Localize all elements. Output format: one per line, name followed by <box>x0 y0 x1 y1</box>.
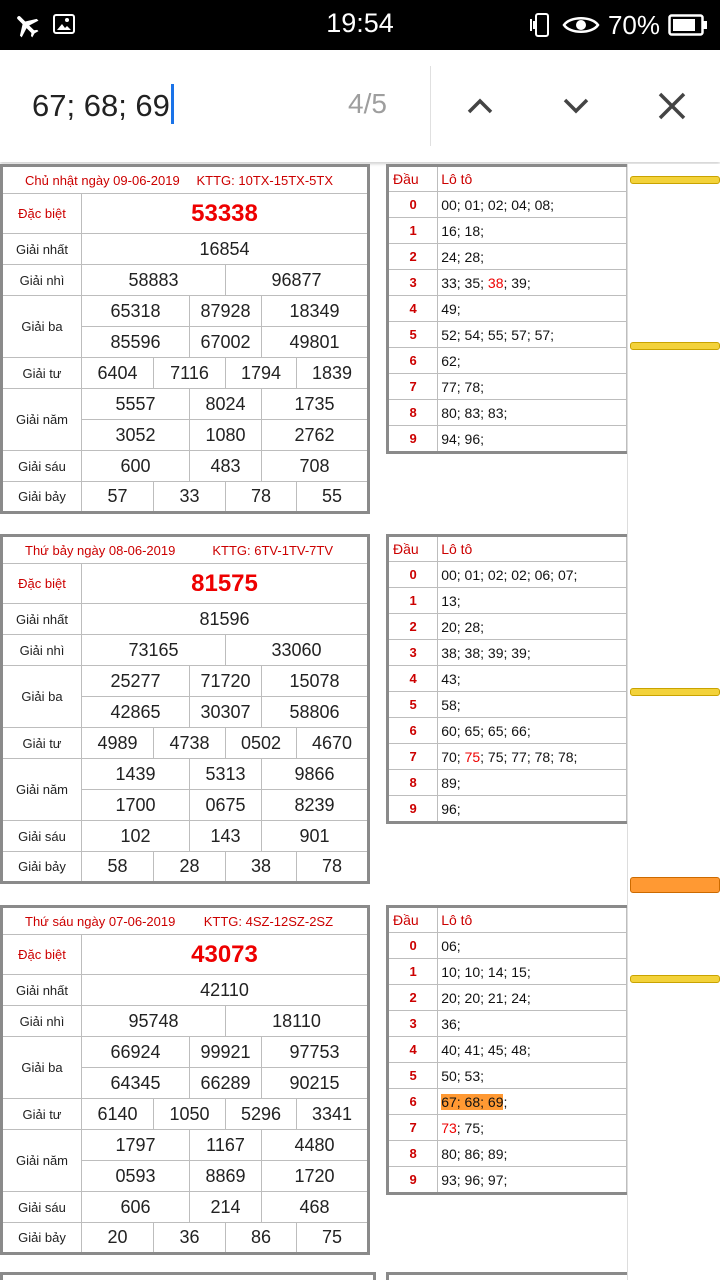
status-bar <box>0 0 720 50</box>
loto-numbers: 93; 96; 97; <box>441 1171 508 1188</box>
find-input[interactable] <box>32 84 174 124</box>
find-in-page-bar <box>0 50 720 162</box>
seventh-value: 57 <box>82 482 154 513</box>
loto-head-digit: 9 <box>388 1167 438 1194</box>
third-value: 87928 <box>190 296 262 327</box>
match-marker[interactable] <box>630 176 720 184</box>
loto-table <box>386 164 627 454</box>
search-highlight: 67; 68; 69 <box>441 1093 504 1110</box>
divider <box>430 66 431 146</box>
fifth-value: 4480 <box>262 1130 369 1161</box>
loto-values <box>438 640 627 666</box>
draw-date: Chủ nhật ngày 09-06-2019 <box>25 172 180 188</box>
draw-header <box>2 166 369 194</box>
loto-head-digit: 7 <box>388 1115 438 1141</box>
loto-numbers: 77; 78; <box>441 378 485 395</box>
seventh-value: 55 <box>297 482 369 513</box>
label-first: Giải nhất <box>2 234 82 265</box>
first-prize-value: 16854 <box>82 234 369 265</box>
fourth-value: 5296 <box>226 1099 297 1130</box>
loto-row <box>388 562 627 588</box>
loto-values <box>438 985 627 1011</box>
loto-numbers: 16; 18; <box>441 222 485 239</box>
loto-row <box>388 374 627 400</box>
loto-head-dau: Đầu <box>388 166 438 192</box>
label-second: Giải nhì <box>2 1006 82 1037</box>
loto-head-digit: 3 <box>388 640 438 666</box>
seventh-value: 20 <box>82 1223 154 1254</box>
loto-values <box>438 1063 627 1089</box>
third-value: 66289 <box>190 1068 262 1099</box>
seventh-value: 75 <box>297 1223 369 1254</box>
fourth-value: 4670 <box>297 728 369 759</box>
loto-numbers: 36; <box>441 1015 461 1032</box>
loto-head-loto: Lô tô <box>438 907 627 933</box>
loto-head-digit: 3 <box>388 270 438 296</box>
loto-numbers: 70; <box>441 748 465 765</box>
loto-values <box>438 588 627 614</box>
loto-values <box>438 562 627 588</box>
loto-values <box>438 614 627 640</box>
fifth-value: 1080 <box>190 420 262 451</box>
loto-numbers: ; 39; <box>503 274 531 291</box>
sixth-value: 600 <box>82 451 190 482</box>
loto-numbers: 38; 38; 39; 39; <box>441 644 531 661</box>
third-value: 64345 <box>82 1068 190 1099</box>
label-sixth: Giải sáu <box>2 821 82 852</box>
fourth-value: 4738 <box>154 728 226 759</box>
match-count: 4/5 <box>348 88 387 119</box>
loto-head-digit: 4 <box>388 1037 438 1063</box>
fifth-value: 1167 <box>190 1130 262 1161</box>
loto-values <box>438 374 627 400</box>
loto-row <box>388 985 627 1011</box>
next-result-table-partial <box>0 1272 376 1280</box>
third-value: 15078 <box>262 666 369 697</box>
label-special: Đặc biệt <box>2 935 82 975</box>
fourth-value: 1794 <box>226 358 297 389</box>
label-sixth: Giải sáu <box>2 451 82 482</box>
loto-head-digit: 6 <box>388 1089 438 1115</box>
special-prize-value: 81575 <box>82 564 369 604</box>
loto-values <box>438 192 627 218</box>
loto-head-digit: 5 <box>388 1063 438 1089</box>
loto-row <box>388 1115 627 1141</box>
label-fourth: Giải tư <box>2 1099 82 1130</box>
loto-numbers: 20; 20; 21; 24; <box>441 989 531 1006</box>
loto-head-digit: 3 <box>388 1011 438 1037</box>
loto-values <box>438 796 627 823</box>
loto-values <box>438 933 627 959</box>
third-value: 85596 <box>82 327 190 358</box>
loto-head-digit: 8 <box>388 770 438 796</box>
label-seventh: Giải bảy <box>2 852 82 883</box>
sixth-value: 468 <box>262 1192 369 1223</box>
loto-numbers: 73 <box>441 1119 457 1136</box>
fifth-value: 5313 <box>190 759 262 790</box>
third-value: 90215 <box>262 1068 369 1099</box>
third-value: 42865 <box>82 697 190 728</box>
loto-numbers: ; 75; <box>456 1119 485 1136</box>
loto-row <box>388 400 627 426</box>
loto-head-digit: 5 <box>388 322 438 348</box>
loto-values <box>438 666 627 692</box>
loto-row <box>388 744 627 770</box>
special-prize-value: 43073 <box>82 935 369 975</box>
third-value: 18349 <box>262 296 369 327</box>
third-value: 65318 <box>82 296 190 327</box>
loto-head-digit: 0 <box>388 192 438 218</box>
loto-head-digit: 2 <box>388 244 438 270</box>
label-first: Giải nhất <box>2 975 82 1006</box>
loto-numbers: 80; 83; 83; <box>441 404 508 421</box>
label-fifth: Giải năm <box>2 389 82 451</box>
label-special: Đặc biệt <box>2 564 82 604</box>
fifth-value: 8869 <box>190 1161 262 1192</box>
label-sixth: Giải sáu <box>2 1192 82 1223</box>
third-value: 25277 <box>82 666 190 697</box>
seventh-value: 28 <box>154 852 226 883</box>
loto-values <box>438 1141 627 1167</box>
loto-row <box>388 426 627 453</box>
fourth-value: 7116 <box>154 358 226 389</box>
fifth-value: 8024 <box>190 389 262 420</box>
loto-head-digit: 6 <box>388 718 438 744</box>
seventh-value: 36 <box>154 1223 226 1254</box>
sixth-value: 901 <box>262 821 369 852</box>
loto-values <box>438 348 627 374</box>
text-caret <box>171 84 174 124</box>
sixth-value: 483 <box>190 451 262 482</box>
label-special: Đặc biệt <box>2 194 82 234</box>
find-scrollbar-track[interactable] <box>627 164 720 1280</box>
third-value: 66924 <box>82 1037 190 1068</box>
close-icon <box>657 91 687 121</box>
label-fourth: Giải tư <box>2 728 82 759</box>
fourth-value: 3341 <box>297 1099 369 1130</box>
loto-head-digit: 1 <box>388 959 438 985</box>
loto-head-digit: 9 <box>388 426 438 453</box>
fourth-value: 6140 <box>82 1099 154 1130</box>
draw-date: Thứ bảy ngày 08-06-2019 <box>25 542 176 558</box>
fifth-value: 1439 <box>82 759 190 790</box>
loto-head-digit: 6 <box>388 348 438 374</box>
third-value: 71720 <box>190 666 262 697</box>
loto-row <box>388 322 627 348</box>
loto-values <box>438 718 627 744</box>
second-value: 73165 <box>82 635 226 666</box>
loto-row <box>388 718 627 744</box>
loto-values <box>438 692 627 718</box>
current-match-marker[interactable] <box>630 877 720 893</box>
loto-row <box>388 296 627 322</box>
label-first: Giải nhất <box>2 604 82 635</box>
loto-values <box>438 1037 627 1063</box>
second-value: 96877 <box>226 265 369 296</box>
draw-kttg: KTTG: 4SZ-12SZ-2SZ <box>203 913 334 929</box>
second-value: 95748 <box>82 1006 226 1037</box>
loto-values <box>438 426 627 453</box>
loto-values <box>438 322 627 348</box>
loto-values <box>438 270 627 296</box>
third-value: 99921 <box>190 1037 262 1068</box>
loto-head-digit: 9 <box>388 796 438 823</box>
draw-header <box>2 907 369 935</box>
fourth-value: 1839 <box>297 358 369 389</box>
loto-numbers: 24; 28; <box>441 248 485 265</box>
loto-row <box>388 666 627 692</box>
loto-numbers: 50; 53; <box>441 1067 485 1084</box>
loto-numbers: 60; 65; 65; 66; <box>441 722 531 739</box>
loto-row <box>388 933 627 959</box>
special-prize-value: 53338 <box>82 194 369 234</box>
vibrate-icon <box>528 11 554 39</box>
fifth-value: 3052 <box>82 420 190 451</box>
loto-values <box>438 1167 627 1194</box>
loto-numbers: 33; 35; <box>441 274 488 291</box>
loto-row <box>388 218 627 244</box>
loto-row <box>388 270 627 296</box>
loto-numbers: 00; 01; 02; 04; 08; <box>441 196 555 213</box>
loto-head-loto: Lô tô <box>438 536 627 562</box>
loto-values <box>438 744 627 770</box>
match-marker[interactable] <box>630 975 720 983</box>
loto-row <box>388 244 627 270</box>
draw-kttg: KTTG: 10TX-15TX-5TX <box>196 172 334 188</box>
seventh-value: 38 <box>226 852 297 883</box>
loto-numbers: 00; 01; 02; 02; 06; 07; <box>441 566 578 583</box>
close-find-button[interactable] <box>644 78 700 134</box>
loto-table <box>386 905 627 1195</box>
sixth-value: 102 <box>82 821 190 852</box>
sixth-value: 708 <box>262 451 369 482</box>
loto-values <box>438 1011 627 1037</box>
loto-head-digit: 1 <box>388 218 438 244</box>
battery-percent: 70% <box>607 9 660 40</box>
fifth-value: 1735 <box>262 389 369 420</box>
second-value: 18110 <box>226 1006 369 1037</box>
label-fourth: Giải tư <box>2 358 82 389</box>
chevron-down-icon <box>561 96 591 116</box>
loto-numbers: 94; 96; <box>441 430 485 447</box>
loto-row <box>388 1063 627 1089</box>
third-value: 58806 <box>262 697 369 728</box>
loto-row <box>388 796 627 823</box>
seventh-value: 78 <box>226 482 297 513</box>
label-seventh: Giải bảy <box>2 482 82 513</box>
fifth-value: 1700 <box>82 790 190 821</box>
result-table <box>0 905 370 1255</box>
label-second: Giải nhì <box>2 265 82 296</box>
loto-head-digit: 8 <box>388 1141 438 1167</box>
page-content <box>0 164 627 1280</box>
match-marker[interactable] <box>630 342 720 350</box>
fifth-value: 1720 <box>262 1161 369 1192</box>
sixth-value: 606 <box>82 1192 190 1223</box>
loto-values <box>438 1115 627 1141</box>
fifth-value: 2762 <box>262 420 369 451</box>
loto-head-digit: 0 <box>388 933 438 959</box>
loto-head-digit: 8 <box>388 400 438 426</box>
loto-values <box>438 770 627 796</box>
third-value: 97753 <box>262 1037 369 1068</box>
battery-icon <box>668 13 708 37</box>
loto-row <box>388 1089 627 1115</box>
loto-row <box>388 640 627 666</box>
fifth-value: 9866 <box>262 759 369 790</box>
loto-head-dau: Đầu <box>388 536 438 562</box>
loto-numbers: 75 <box>464 748 481 765</box>
find-query-text: 67; 68; 69 <box>32 88 170 123</box>
fourth-value: 1050 <box>154 1099 226 1130</box>
loto-numbers: 52; 54; 55; 57; 57; <box>441 326 555 343</box>
loto-numbers: 49; <box>441 300 461 317</box>
loto-values <box>438 959 627 985</box>
sixth-value: 214 <box>190 1192 262 1223</box>
label-third: Giải ba <box>2 296 82 358</box>
chevron-up-icon <box>465 96 495 116</box>
loto-head-digit: 4 <box>388 296 438 322</box>
first-prize-value: 81596 <box>82 604 369 635</box>
loto-numbers: 96; <box>441 800 461 817</box>
fifth-value: 1797 <box>82 1130 190 1161</box>
fourth-value: 0502 <box>226 728 297 759</box>
eye-comfort-icon <box>562 13 600 37</box>
loto-row <box>388 348 627 374</box>
loto-numbers: ; <box>503 1093 508 1110</box>
draw-header <box>2 536 369 564</box>
result-table <box>0 534 370 884</box>
loto-numbers: 20; 28; <box>441 618 485 635</box>
loto-head-digit: 4 <box>388 666 438 692</box>
loto-table <box>386 534 627 824</box>
fifth-value: 0593 <box>82 1161 190 1192</box>
previous-match-button[interactable] <box>452 78 508 134</box>
loto-numbers: 58; <box>441 696 461 713</box>
result-table <box>0 164 370 514</box>
loto-values <box>438 296 627 322</box>
loto-row <box>388 614 627 640</box>
loto-numbers: 06; <box>441 937 461 954</box>
loto-head-digit: 0 <box>388 562 438 588</box>
loto-numbers: 80; 86; 89; <box>441 1145 508 1162</box>
label-third: Giải ba <box>2 666 82 728</box>
label-third: Giải ba <box>2 1037 82 1099</box>
seventh-value: 86 <box>226 1223 297 1254</box>
second-value: 33060 <box>226 635 369 666</box>
loto-head-digit: 2 <box>388 614 438 640</box>
loto-row <box>388 1167 627 1194</box>
seventh-value: 58 <box>82 852 154 883</box>
loto-numbers: 10; 10; 14; 15; <box>441 963 531 980</box>
match-marker[interactable] <box>630 688 720 696</box>
fourth-value: 4989 <box>82 728 154 759</box>
loto-head-digit: 2 <box>388 985 438 1011</box>
loto-values <box>438 1089 627 1115</box>
clock: 19:54 <box>326 8 394 38</box>
loto-numbers: 40; 41; 45; 48; <box>441 1041 531 1058</box>
loto-head-digit: 1 <box>388 588 438 614</box>
loto-head-digit: 5 <box>388 692 438 718</box>
label-fifth: Giải năm <box>2 1130 82 1192</box>
loto-numbers: 89; <box>441 774 461 791</box>
third-value: 49801 <box>262 327 369 358</box>
loto-row <box>388 959 627 985</box>
next-loto-table-partial <box>386 1272 627 1280</box>
next-match-button[interactable] <box>548 78 604 134</box>
label-seventh: Giải bảy <box>2 1223 82 1254</box>
loto-row <box>388 192 627 218</box>
loto-row <box>388 770 627 796</box>
loto-head-digit: 7 <box>388 744 438 770</box>
fourth-value: 6404 <box>82 358 154 389</box>
loto-numbers: 62; <box>441 352 461 369</box>
loto-values <box>438 400 627 426</box>
loto-values <box>438 244 627 270</box>
loto-row <box>388 1037 627 1063</box>
sixth-value: 143 <box>190 821 262 852</box>
loto-head-digit: 7 <box>388 374 438 400</box>
loto-numbers: 43; <box>441 670 461 687</box>
loto-numbers: 13; <box>441 592 461 609</box>
label-second: Giải nhì <box>2 635 82 666</box>
fifth-value: 0675 <box>190 790 262 821</box>
loto-row <box>388 1141 627 1167</box>
loto-numbers: ; 75; 77; 78; 78; <box>480 748 578 765</box>
third-value: 30307 <box>190 697 262 728</box>
second-value: 58883 <box>82 265 226 296</box>
fifth-value: 5557 <box>82 389 190 420</box>
label-fifth: Giải năm <box>2 759 82 821</box>
seventh-value: 78 <box>297 852 369 883</box>
loto-head-loto: Lô tô <box>438 166 627 192</box>
loto-values <box>438 218 627 244</box>
draw-date: Thứ sáu ngày 07-06-2019 <box>25 913 176 929</box>
first-prize-value: 42110 <box>82 975 369 1006</box>
draw-kttg: KTTG: 6TV-1TV-7TV <box>212 542 334 558</box>
loto-row <box>388 1011 627 1037</box>
third-value: 67002 <box>190 327 262 358</box>
seventh-value: 33 <box>154 482 226 513</box>
loto-numbers: 38 <box>487 274 504 291</box>
loto-row <box>388 692 627 718</box>
fifth-value: 8239 <box>262 790 369 821</box>
loto-head-dau: Đầu <box>388 907 438 933</box>
loto-row <box>388 588 627 614</box>
